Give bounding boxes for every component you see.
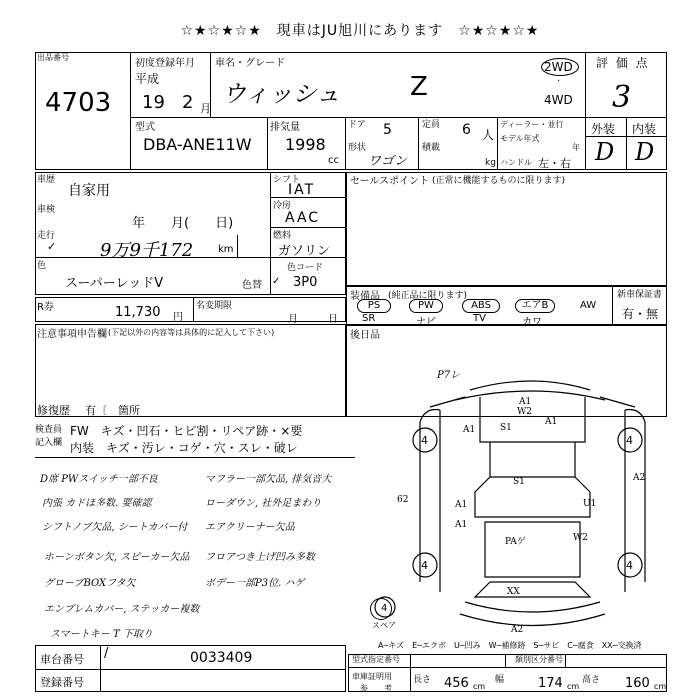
inspection-label: 検査員記入欄 [35,425,63,448]
chassis-label: 車台番号 [40,653,84,666]
ref-label: 参 考 [360,684,392,693]
height-label: 高さ [582,675,601,685]
fuel: ガソリン [278,244,331,259]
color-label: 色 [37,261,47,271]
expire-month: 月 [288,314,298,325]
mark-20: 4 [381,603,388,614]
month-unit: 月 [200,102,211,115]
length-cm: cm [473,682,486,691]
equip-label: 装備品 [350,291,380,302]
note-12: ボデー一部P3位. ハゲ [205,578,305,589]
mark-12: PAゲ [505,537,526,547]
shift-label: シフト [273,175,301,185]
grade: Z [410,72,428,102]
rear-label: 後日品 [350,330,380,341]
note-1: D席 PWスイッチ一部不良 [40,474,158,485]
warranty-label: 新車保証書 [617,290,663,300]
spare-icon [370,598,392,620]
recycle-label: R券 [37,302,54,313]
recycle: 11,730 [115,305,161,320]
class-label: 類別区分番号 [515,655,563,664]
repair-label: 修復歴 [37,404,70,417]
spare-label: スペア [372,621,396,630]
ac: AAC [285,210,321,226]
capacity: 6 [462,122,471,138]
first-reg-label: 初度登録年月 [135,58,195,69]
dealer-label: ディーラー・並行 [500,120,564,129]
km-unit: km [218,244,234,255]
note-9: ローダウン, 社外足まわり [205,498,322,509]
handle-label: ハンドル [500,158,532,167]
exterior-label: 外装 [591,122,616,136]
load-label: 積載 [422,143,441,153]
repair-value: 有〔 箇所 [85,404,140,417]
interior-grade: D [635,138,655,166]
mark-1: A1 [519,397,532,407]
interior-label: 内装 [632,122,657,136]
mark-7: A2 [633,473,646,483]
era: 平成 [135,72,160,86]
note-6: エンブレムカバー, ステッカー複数 [44,604,200,615]
note-3: シフトノブ欠品, シートカバー付 [42,522,188,533]
cc-unit: cc [328,155,339,166]
ac-label: 冷房 [273,201,292,211]
shape-label: 形状 [348,143,367,153]
score-label: 評 価 点 [596,56,650,70]
model: DBA-ANE11W [143,135,252,154]
color-change-check: ✓ [272,276,281,287]
equip-note: (純正品に限ります) [388,291,468,301]
equip-leather: カワ [522,317,542,328]
equip-airbag: エアB [515,299,555,313]
model-label: 型式 [135,122,155,133]
reg-year: 19 [142,92,165,113]
sales-note: (正常に機能するものに限ります) [432,176,566,186]
warranty-value: 有・無 [622,307,659,321]
mark-14: XX [507,587,520,597]
note-5: グローブBOXフタ欠 [44,578,136,589]
mark-5: A1 [545,417,558,427]
mark-3: W2 [517,407,532,417]
equip-sr: SR [362,313,376,324]
mark-18: 4 [421,559,428,572]
expire-label: 名変期限 [196,301,233,311]
sales-box [346,172,667,286]
name-label: 車名・グレード [215,58,285,69]
history-label: 車歴 [37,175,56,185]
mark-9: A1 [455,500,468,510]
reg-month: 2 [182,92,194,113]
inspection-row1: FW キズ・凹石・ヒビ割・リペア跡・×要 [70,424,303,438]
mark-6: S1 [513,477,525,487]
reg-label: 登録番号 [40,676,84,689]
note-7: スマートキー T 下取り [50,629,153,640]
person-unit: 人 [482,128,495,142]
lot-label: 出品番号 [37,53,69,62]
displacement: 1998 [285,135,326,154]
drive-4wd: 4WD [544,93,573,107]
disp-label: 排気量 [270,122,300,133]
door-label: ドア [348,120,366,130]
mark-16: 4 [421,434,428,447]
shift: IAT [288,182,316,198]
handle: 左・右 [538,157,571,170]
mileage: 9万9千172 [100,240,194,261]
note-2: 内張 カドほ多数. 要確認 [42,498,152,509]
drive-2wd: 2WD [544,60,573,74]
doors: 5 [383,122,392,138]
fuel-label: 燃料 [273,231,292,241]
note-10: エアクリーナー欠品 [205,522,295,533]
caution-label: 注意事項申告欄 [37,329,107,340]
diagram-legend: A─キズ E─エクボ U─凹み W─補修跡 S─サビ C─腐食 XX─交換済 [378,641,642,650]
mark-11: U1 [583,499,597,509]
banner: ☆★☆★☆★ 現車はJU旭川にあります ☆★☆★☆★ [180,23,540,39]
equip-ps: PS [357,299,391,313]
color-code: 3P0 [293,275,318,290]
exterior-grade: D [595,138,615,166]
mark-17: 4 [626,434,633,447]
note-8: マフラー一部欠品, 排気音大 [205,474,332,485]
history-value: 自家用 [68,183,110,199]
note-4: ホーンボタン欠, スピーカー欠品 [44,552,190,563]
model-year-label: モデル年式 [500,134,540,143]
yen-unit: 円 [173,312,183,323]
inspection-row2: 内装 キズ・汚レ・コゲ・穴・スレ・破レ [70,441,298,455]
height: 160 [625,676,650,691]
mark-15: A2 [511,625,524,635]
type-cert-label: 型式指定番号 [352,655,400,664]
cert-label: 車庫証明用 [352,672,392,681]
year-unit: 年 [572,143,580,152]
mark-13: W2 [573,533,588,543]
length: 456 [444,676,469,691]
equip-navi: ナビ [416,317,436,328]
mark-8: 62 [397,495,409,505]
mark-2: A1 [463,425,476,435]
lot-number: 4703 [45,88,112,118]
car-name: ウィッシュ [222,80,341,108]
mark-4: S1 [500,423,512,433]
length-label: 長さ [413,675,432,685]
chassis: 0033409 [190,650,253,666]
equip-aw: AW [580,300,597,311]
equip-abs: ABS [462,299,500,313]
equip-tv: TV [473,313,486,324]
caution-note: (下記以外の内容等は具体的に記入して下さい) [108,328,275,337]
kg-unit: kg [485,158,496,168]
expire-day: 日 [328,314,338,325]
shape: ワゴン [368,154,408,169]
color: スーパーレッドV [65,276,164,291]
color-code-label: 色コード [287,263,324,273]
note-11: フロアつき上げ凹み多数 [205,552,315,563]
color-change-label: 色替 [242,280,262,291]
mark-19: 4 [626,559,633,572]
recycle-row [35,297,346,322]
inspect-value: 年 月( 日) [132,216,234,231]
width: 174 [538,676,563,691]
mileage-check: ✓ [47,240,57,253]
equip-pw: PW [409,299,443,313]
capacity-label: 定員 [422,120,441,130]
mileage-label: 走行 [37,231,56,241]
height-cm: cm [654,682,667,691]
inspect-label: 車検 [37,205,56,215]
score: 3 [612,80,632,115]
sales-label: セールスポイント [350,176,430,187]
width-cm: cm [567,682,580,691]
mark-0: P7レ [437,370,461,381]
width-label: 幅 [495,675,505,685]
mark-10: A1 [455,520,468,530]
